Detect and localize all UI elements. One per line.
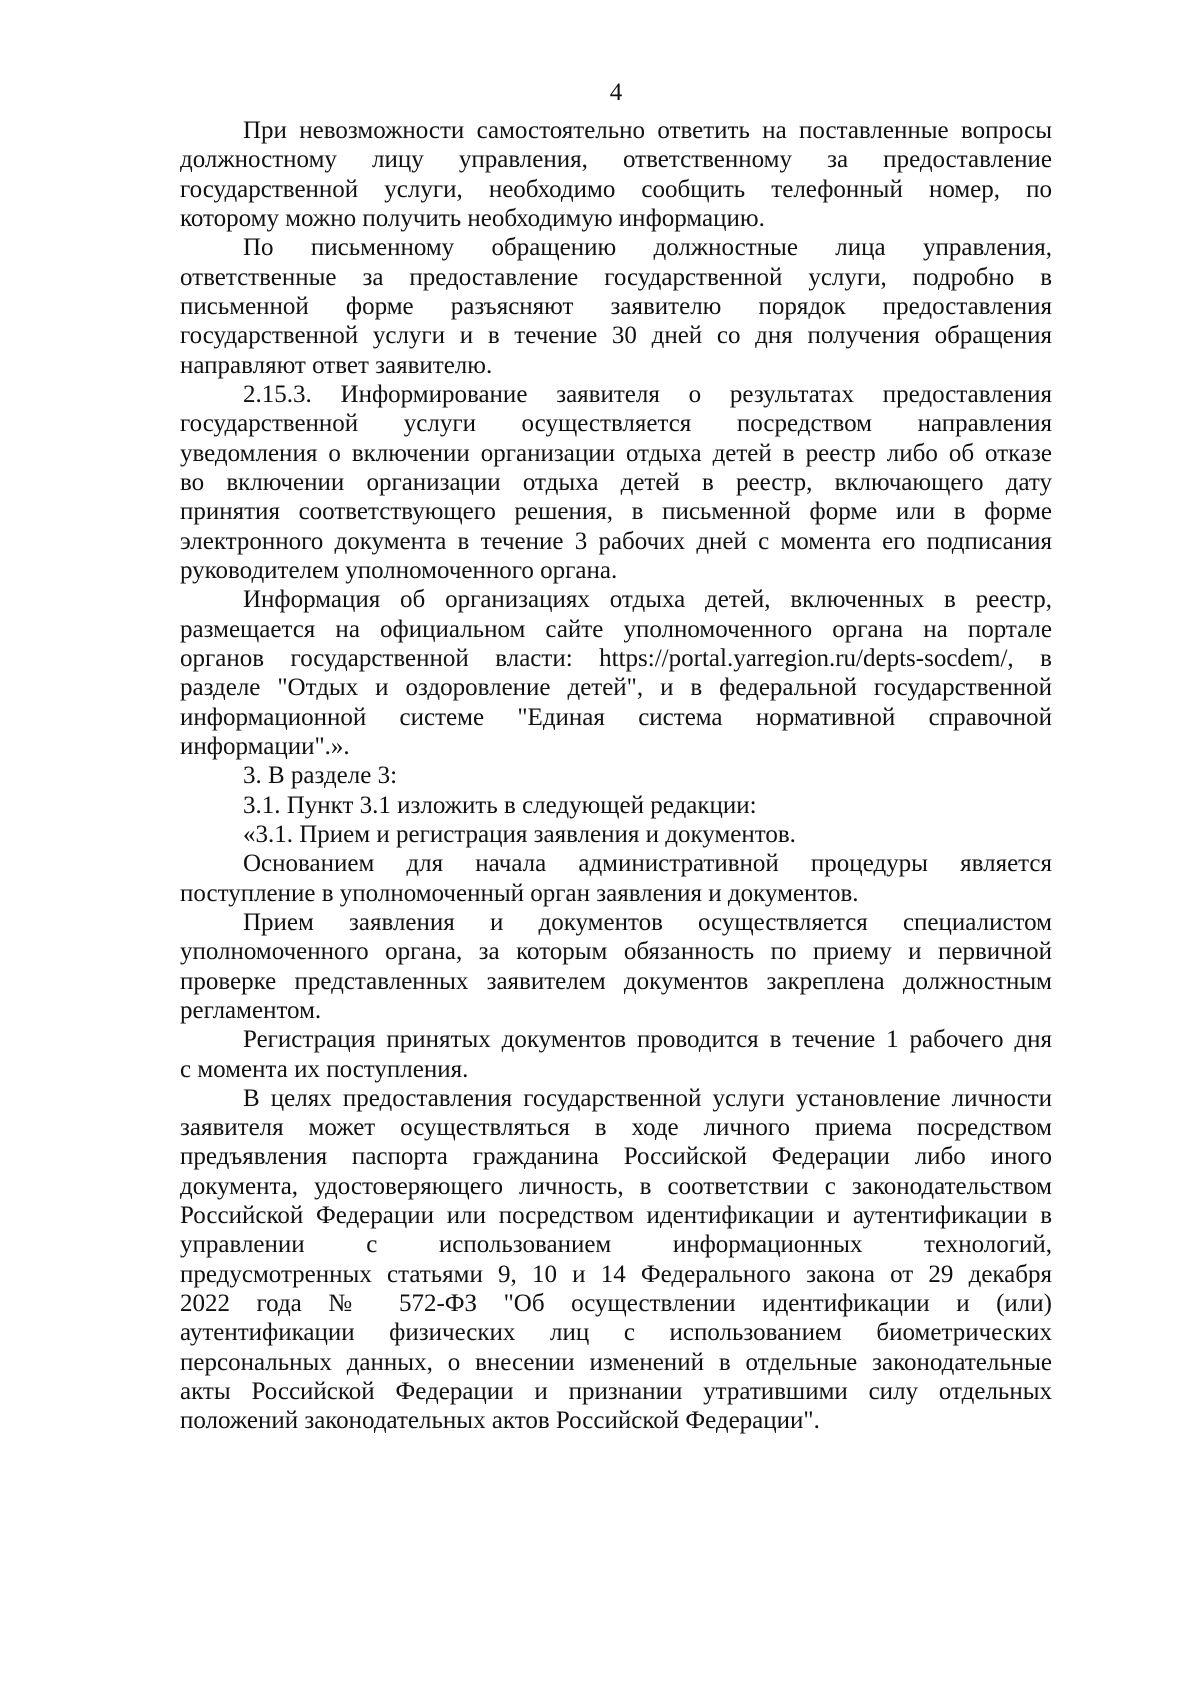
- text-line: предъявления паспорта гражданина Российской Федерации либо иного: [180, 1143, 1052, 1171]
- text-line: разделе "Отдых и оздоровление детей", и в федеральной государственной: [180, 674, 1052, 702]
- text-line: должностному лицу управления, ответственному за предоставление: [180, 146, 1052, 174]
- text-line: принятия соответствующего решения, в письменной форме или в форме: [180, 498, 1052, 526]
- text-line: При невозможности самостоятельно ответить на поставленные вопросы: [243, 117, 1052, 144]
- paragraph: [180, 233, 1052, 380]
- paragraph: [180, 1084, 1052, 1436]
- text-line: акты Российской Федерации и признании утратившими силу отдельных: [180, 1378, 1052, 1406]
- paragraph: [180, 1025, 1052, 1084]
- paragraph: [180, 820, 1052, 849]
- text-line: предусмотренных статьями 9, 10 и 14 Федерального закона от 29 декабря: [180, 1260, 1052, 1288]
- page-number: 4: [609, 79, 623, 106]
- document-body: [180, 116, 1052, 1436]
- text-line: Информация об организациях отдыха детей, включенных в реестр,: [243, 586, 1052, 614]
- text-line: направляют ответ заявителю.: [180, 351, 493, 379]
- text-line: Прием заявления и документов осуществляется специалистом: [243, 908, 1052, 936]
- text-line: регламентом.: [180, 996, 322, 1024]
- text-line: во включении организации отдыха детей в реестр, включающего дату: [180, 468, 1052, 496]
- text-line: уведомления о включении организации отдыха детей в реестр либо об отказе: [180, 439, 1052, 467]
- text-line: ответственные за предоставление государственной услуги, подробно в: [180, 263, 1052, 291]
- text-line: органов государственной власти: https://portal.yarregion.ru/depts-socdem/, в: [180, 644, 1052, 672]
- text-line: «3.1. Прием и регистрация заявления и документов.: [243, 820, 796, 848]
- text-line: положений законодательных актов Российской Федерации".: [180, 1407, 820, 1435]
- text-line: уполномоченного органа, за которым обязанность по приему и первичной: [180, 938, 1052, 966]
- text-line: документа, удостоверяющего личность, в соответствии с законодательством: [180, 1172, 1052, 1200]
- text-line: 2022 года № 572-ФЗ "Об осуществлении идентификации и (или): [180, 1290, 1052, 1318]
- paragraph: [180, 791, 1052, 820]
- text-line: Основанием для начала административной процедуры является: [243, 850, 1052, 878]
- text-line: которому можно получить необходимую информацию.: [180, 204, 765, 232]
- text-line: Регистрация принятых документов проводится в течение 1 рабочего дня: [243, 1026, 1052, 1054]
- text-line: По письменному обращению должностные лица управления,: [243, 234, 1052, 262]
- text-line: государственной услуги, необходимо сообщить телефонный номер, по: [180, 175, 1052, 203]
- paragraph: [180, 585, 1052, 761]
- text-line: 2.15.3. Информирование заявителя о результатах предоставления: [243, 380, 1052, 408]
- text-line: размещается на официальном сайте уполномоченного органа на портале: [180, 615, 1052, 643]
- text-line: В целях предоставления государственной услуги установление личности: [243, 1084, 1052, 1112]
- paragraph: [180, 849, 1052, 908]
- text-line: поступление в уполномоченный орган заявления и документов.: [180, 879, 859, 907]
- text-line: информации".».: [180, 732, 350, 760]
- text-line: с момента их поступления.: [180, 1055, 469, 1083]
- text-line: персональных данных, о внесении изменений в отдельные законодательные: [180, 1348, 1052, 1376]
- text-line: письменной форме разъясняют заявителю порядок предоставления: [180, 292, 1052, 320]
- text-line: проверке представленных заявителем документов закреплена должностным: [180, 967, 1052, 995]
- paragraph: [180, 116, 1052, 233]
- text-line: государственной услуги осуществляется посредством направления: [180, 410, 1052, 438]
- text-line: заявителя может осуществляться в ходе личного приема посредством: [180, 1114, 1052, 1142]
- paragraph: [180, 380, 1052, 585]
- text-line: Российской Федерации или посредством идентификации и аутентификации в: [180, 1202, 1052, 1230]
- paragraph: [180, 908, 1052, 1025]
- text-line: руководителем уполномоченного органа.: [180, 556, 618, 584]
- text-line: электронного документа в течение 3 рабочих дней с момента его подписания: [180, 527, 1052, 555]
- paragraph: [180, 761, 1052, 790]
- text-line: управлении с использованием информационных технологий,: [180, 1231, 1052, 1259]
- text-line: аутентификации физических лиц с использованием биометрических: [180, 1319, 1052, 1347]
- text-line: государственной услуги и в течение 30 дней со дня получения обращения: [180, 322, 1052, 350]
- text-line: 3. В разделе 3:: [243, 762, 398, 790]
- text-line: 3.1. Пункт 3.1 изложить в следующей редакции:: [243, 791, 757, 819]
- text-line: информационной системе "Единая система нормативной справочной: [180, 703, 1052, 731]
